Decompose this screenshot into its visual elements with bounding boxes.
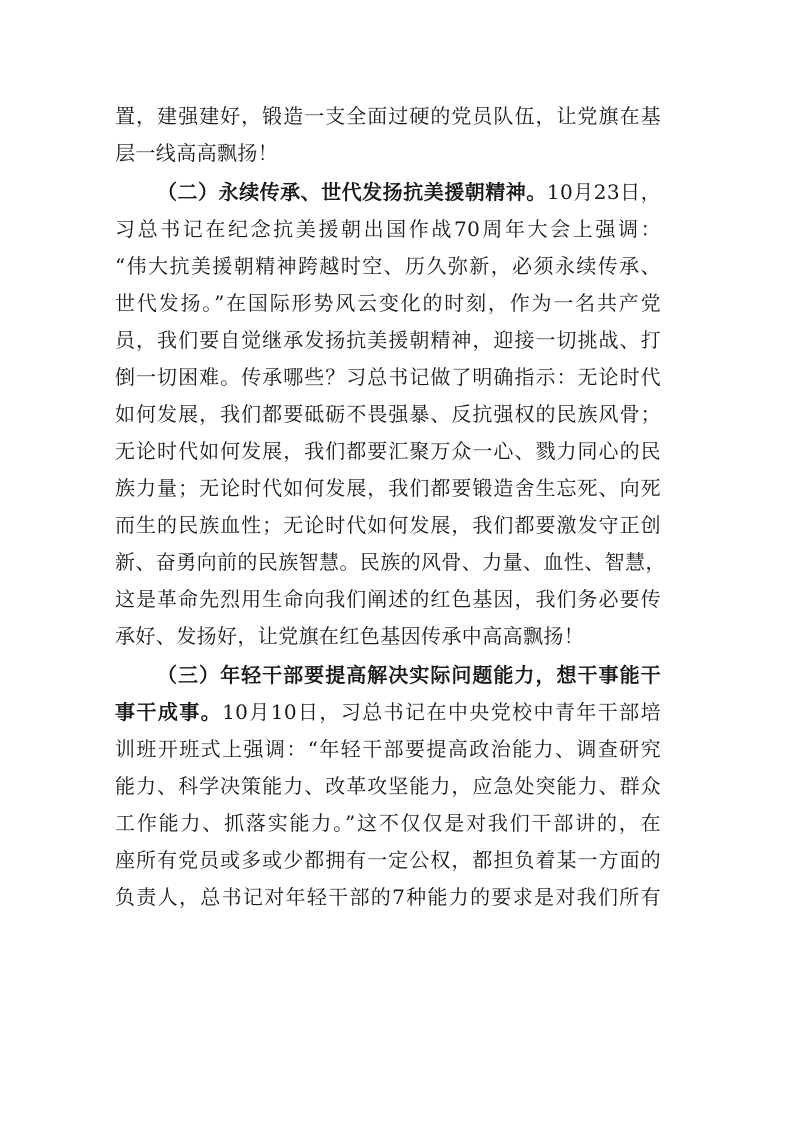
paragraph-2-line-4: 世代发扬。”在国际形势风云变化的时刻，作为一名共产党: [115, 291, 661, 315]
paragraph-2-line-9: 族力量；无论时代如何发展，我们都要锻造舍生忘死、向死: [115, 476, 661, 500]
paragraph-3-line-3: 能力、科学决策能力、改革攻坚能力，应急处突能力、群众: [115, 774, 661, 798]
paragraph-3-line-1-text: 10月10日，习总书记在中央党校中青年干部培: [222, 700, 661, 724]
paragraph-3-line-4: 工作能力、抓落实能力。”这不仅仅是对我们干部讲的，在: [115, 811, 661, 835]
paragraph-2-line-1-text: 10月23日，: [546, 180, 661, 204]
paragraph-2-line-1: [115, 174, 661, 211]
section-heading-2: （二）永续传承、世代发扬抗美援朝精神。: [157, 180, 547, 204]
paragraph-3-line-6: 负责人，总书记对年轻干部的7种能力的要求是对我们所有: [115, 885, 661, 909]
section-heading-3-cont: 事干成事。: [115, 700, 223, 724]
paragraph-1-line-2: 层一线高高飘扬！: [115, 141, 279, 165]
paragraph-2-line-6: 倒一切困难。传承哪些？习总书记做了明确指示：无论时代: [115, 365, 661, 389]
paragraph-2-line-2: 习总书记在纪念抗美援朝出国作战70周年大会上强调：: [115, 217, 661, 241]
section-heading-3: （三）年轻干部要提高解决实际问题能力，想干事能干: [157, 663, 661, 687]
paragraph-3-line-1: [115, 694, 661, 731]
paragraph-1-line-1: 置，建强建好，锻造一支全面过硬的党员队伍，让党旗在基: [115, 104, 661, 128]
document-page: [115, 98, 666, 916]
paragraph-3-line-5: 座所有党员或多或少都拥有一定公权，都担负着某一方面的: [115, 848, 661, 872]
paragraph-3-line-2: 训班开班式上强调：“年轻干部要提高政治能力、调查研究: [115, 737, 661, 761]
paragraph-2-line-8: 无论时代如何发展，我们都要汇聚万众一心、戮力同心的民: [115, 439, 661, 463]
paragraph-2-line-3: “伟大抗美援朝精神跨越时空、历久弥新，必须永续传承、: [115, 254, 661, 278]
paragraph-2-line-7: 如何发展，我们都要砥砺不畏强暴、反抗强权的民族风骨；: [115, 402, 661, 426]
paragraph-2-line-10: 而生的民族血性；无论时代如何发展，我们都要激发守正创: [115, 513, 661, 537]
paragraph-2-line-13: 承好、发扬好，让党旗在红色基因传承中高高飘扬！: [115, 624, 585, 648]
paragraph-2-line-11: 新、奋勇向前的民族智慧。民族的风骨、力量、血性、智慧，: [115, 550, 666, 574]
paragraph-2-line-12: 这是革命先烈用生命向我们阐述的红色基因，我们务必要传: [115, 587, 661, 611]
paragraph-2-line-5: 员，我们要自觉继承发扬抗美援朝精神，迎接一切挑战、打: [115, 328, 661, 352]
